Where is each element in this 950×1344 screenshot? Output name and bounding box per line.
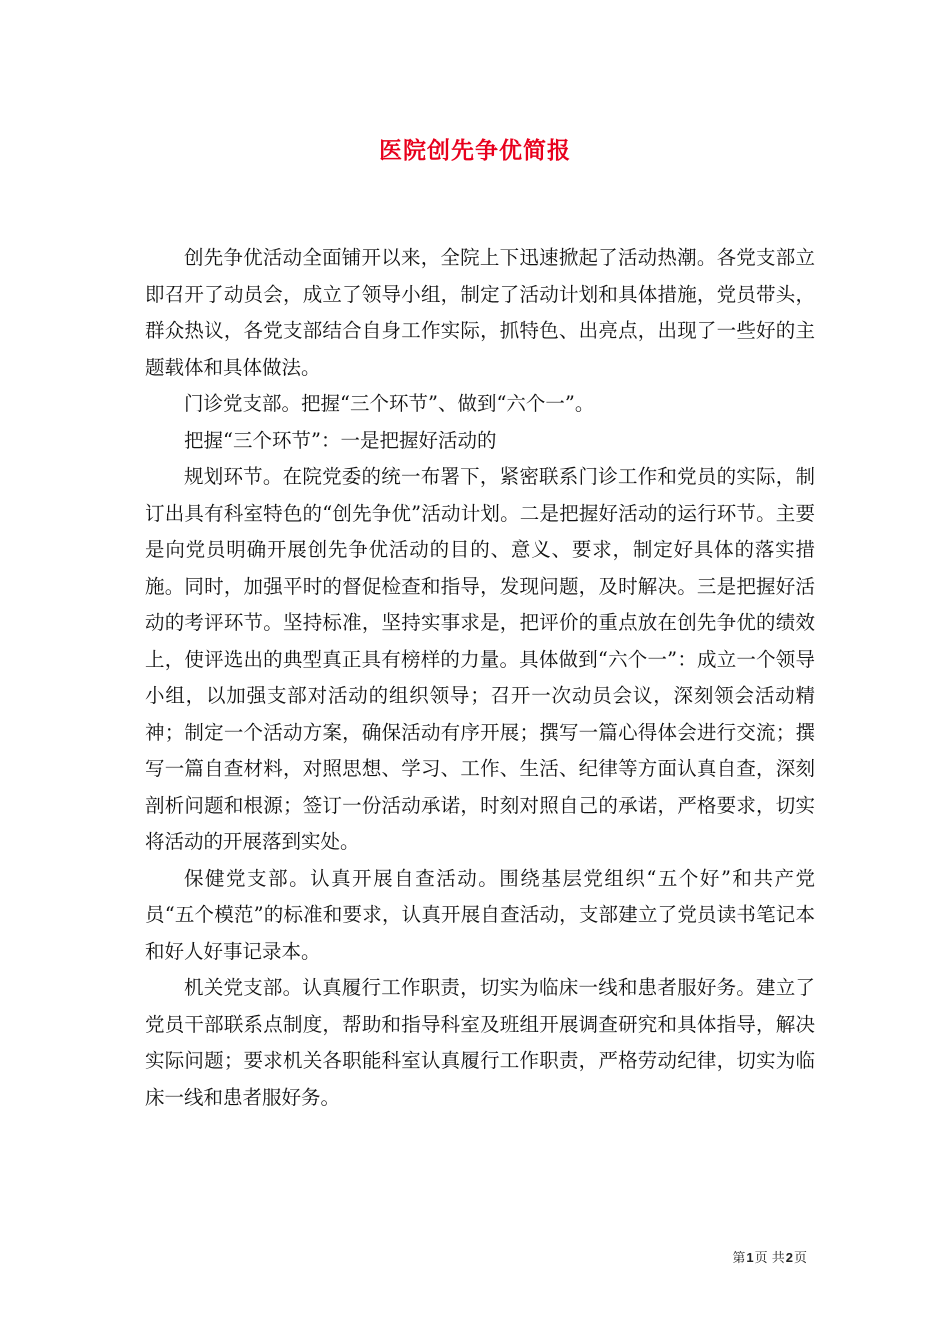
page-number-footer	[732, 1247, 807, 1266]
paragraph-healthcare-branch: 保健党支部。认真开展自查活动。围绕基层党组织“五个好”和共产党员“五个模范”的标准和要求，认真开展自查活动，支部建立了党员读书笔记本和好人好事记录本。	[145, 866, 815, 963]
paragraph-intro: 创先争优活动全面铺开以来，全院上下迅速掀起了活动热潮。各党支部立即召开了动员会，成立了领导小组，制定了活动计划和具体措施，党员带头，群众热议，各党支部结合自身工作实际，抓特色、出亮点，出现了一些好的主题载体和具体做法。	[145, 246, 815, 379]
document-body	[145, 240, 815, 1116]
footer-middle: 页 共	[754, 1251, 785, 1266]
footer-suffix: 页	[793, 1251, 807, 1266]
footer-prefix: 第	[732, 1251, 746, 1266]
paragraph-outpatient-detail: 规划环节。在院党委的统一布署下，紧密联系门诊工作和党员的实际，制订出具有科室特色的“创先争优”活动计划。二是把握好活动的运行环节。主要是向党员明确开展创先争优活动的目的、意义、要求，制定好具体的落实措施。同时，加强平时的督促检查和指导，发现问题，及时解决。三是把握好活动的考评环节。坚持标准，坚持实事求是，把评价的重点放在创先争优的绩效上，使评选出的典型真正具有榜样的力量。具体做到“六个一”：成立一个领导小组，以加强支部对活动的组织领导；召开一次动员会议，深刻领会活动精神；制定一个活动方案，确保活动有序开展；撰写一篇心得体会进行交流；撰写一篇自查材料，对照思想、学习、工作、生活、纪律等方面认真自查，深刻剖析问题和根源；签订一份活动承诺，时刻对照自己的承诺，严格要求，切实将活动的开展落到实处。	[145, 465, 815, 853]
current-page-number: 1	[746, 1250, 754, 1265]
paragraph-three-links: 把握“三个环节”：一是把握好活动的	[184, 428, 497, 452]
paragraph-office-branch: 机关党支部。认真履行工作职责，切实为临床一线和患者服好务。建立了党员干部联系点制度，帮助和指导科室及班组开展调查研究和具体指导，解决实际问题；要求机关各职能科室认真履行工作职责，严格劳动纪律，切实为临床一线和患者服好务。	[145, 976, 815, 1109]
total-page-number: 2	[785, 1250, 793, 1265]
paragraph-outpatient-heading: 门诊党支部。把握“三个环节”、做到“六个一”。	[184, 392, 595, 415]
document-title: 医院创先争优简报	[379, 137, 571, 164]
